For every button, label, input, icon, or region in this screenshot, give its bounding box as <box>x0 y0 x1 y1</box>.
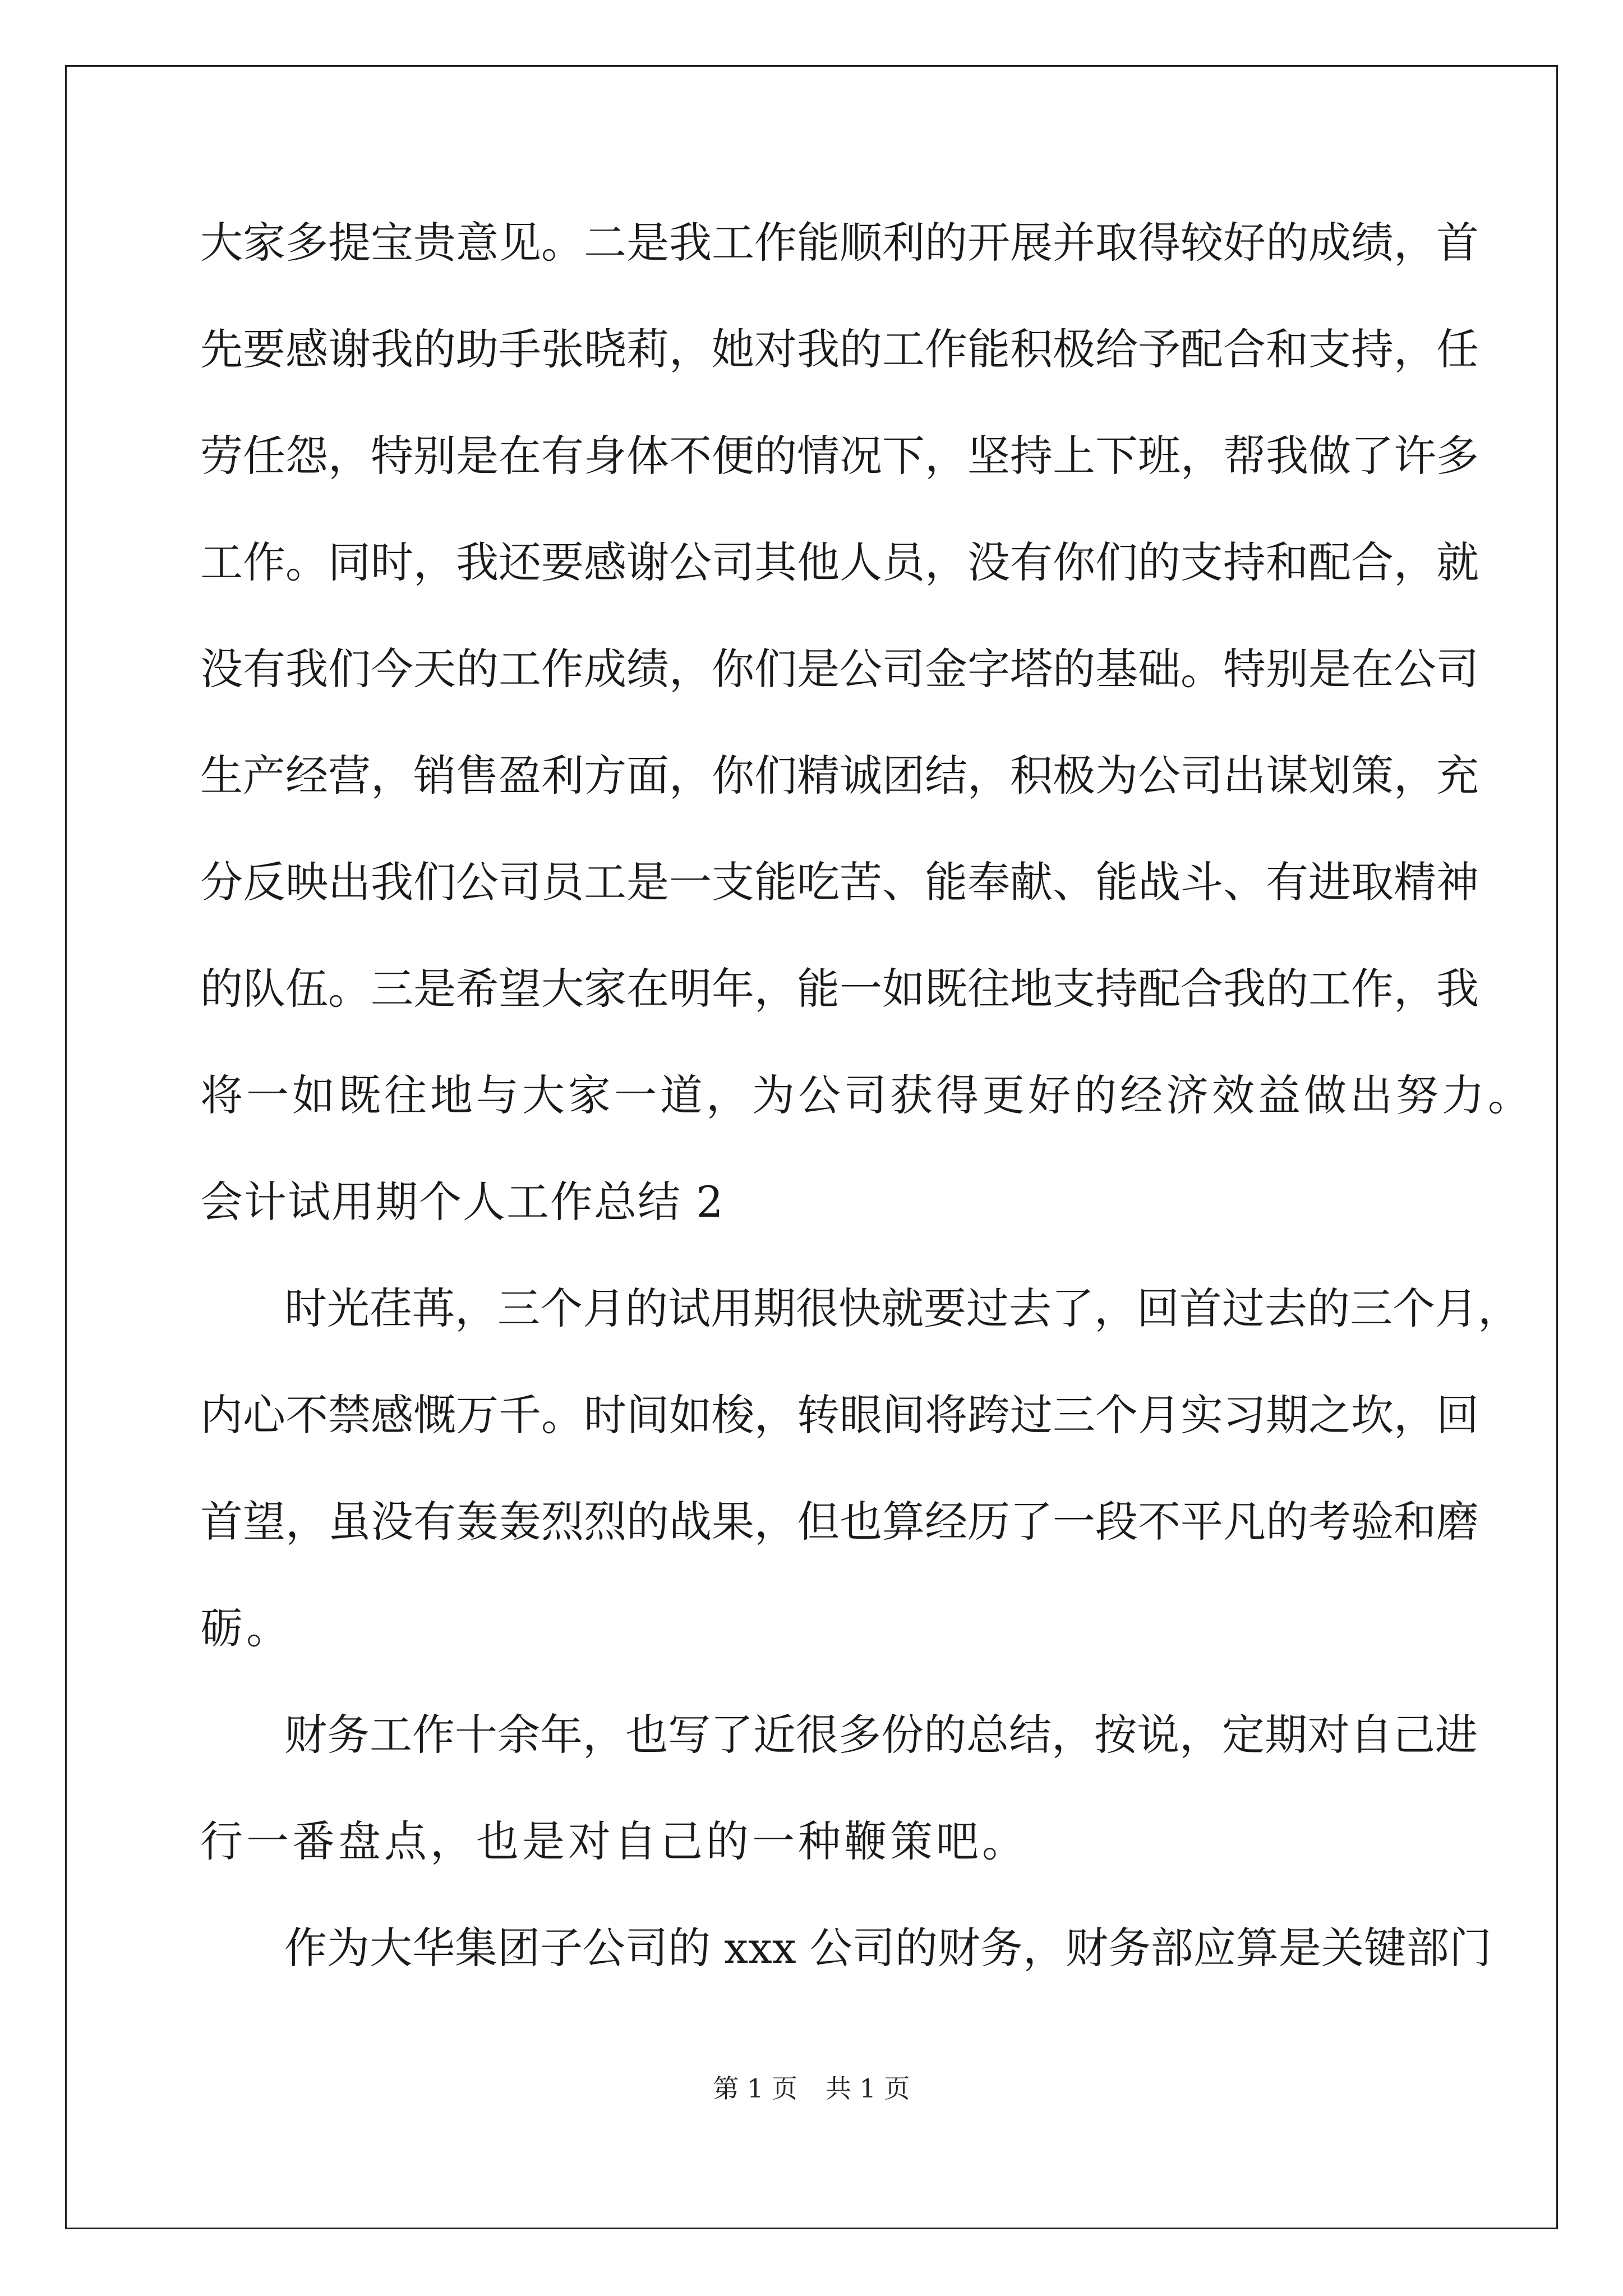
text-line: 先要感谢我的助手张晓莉，她对我的工作能积极给予配合和支持，任 <box>200 324 1479 374</box>
text-line: 行一番盘点，也是对自己的一种鞭策吧。 <box>200 1816 1028 1866</box>
text-line: 分反映出我们公司员工是一支能吃苦、能奉献、能战斗、有进取精神 <box>200 857 1479 907</box>
text-line: 砺。 <box>200 1603 292 1653</box>
page-footer <box>0 2073 1623 2104</box>
text-line: 首望，虽没有轰轰烈烈的战果，但也算经历了一段不平凡的考验和磨 <box>200 1497 1479 1547</box>
text-line: 没有我们今天的工作成绩，你们是公司金字塔的基础。特别是在公司 <box>200 644 1479 694</box>
text-line: 工作。同时，我还要感谢公司其他人员，没有你们的支持和配合，就 <box>200 537 1479 587</box>
text-line: 大家多提宝贵意见。二是我工作能顺利的开展并取得较好的成绩，首 <box>200 218 1479 268</box>
text-line: 时光荏苒，三个月的试用期很快就要过去了，回首过去的三个月， <box>284 1283 1520 1333</box>
text-line: 内心不禁感慨万千。时间如梭，转眼间将跨过三个月实习期之坎，回 <box>200 1390 1479 1440</box>
text-line: 作为大华集团子公司的 xxx 公司的财务，财务部应算是关键部门 <box>284 1923 1492 1973</box>
text-line: 财务工作十余年，也写了近很多份的总结，按说，定期对自己进 <box>284 1710 1478 1760</box>
page-number: 第 1 页 <box>713 2073 797 2104</box>
text-line: 的队伍。三是希望大家在明年，能一如既往地支持配合我的工作，我 <box>200 964 1479 1014</box>
text-line: 劳任怨，特别是在有身体不便的情况下，坚持上下班，帮我做了许多 <box>200 431 1479 481</box>
text-line: 将一如既往地与大家一道，为公司获得更好的经济效益做出努力。 <box>200 1070 1534 1120</box>
page-total: 共 1 页 <box>826 2073 910 2104</box>
text-line: 生产经营，销售盈利方面，你们精诚团结，积极为公司出谋划策，充 <box>200 751 1479 800</box>
document-body <box>200 218 1534 2033</box>
section-heading: 会计试用期个人工作总结 2 <box>200 1177 725 1227</box>
